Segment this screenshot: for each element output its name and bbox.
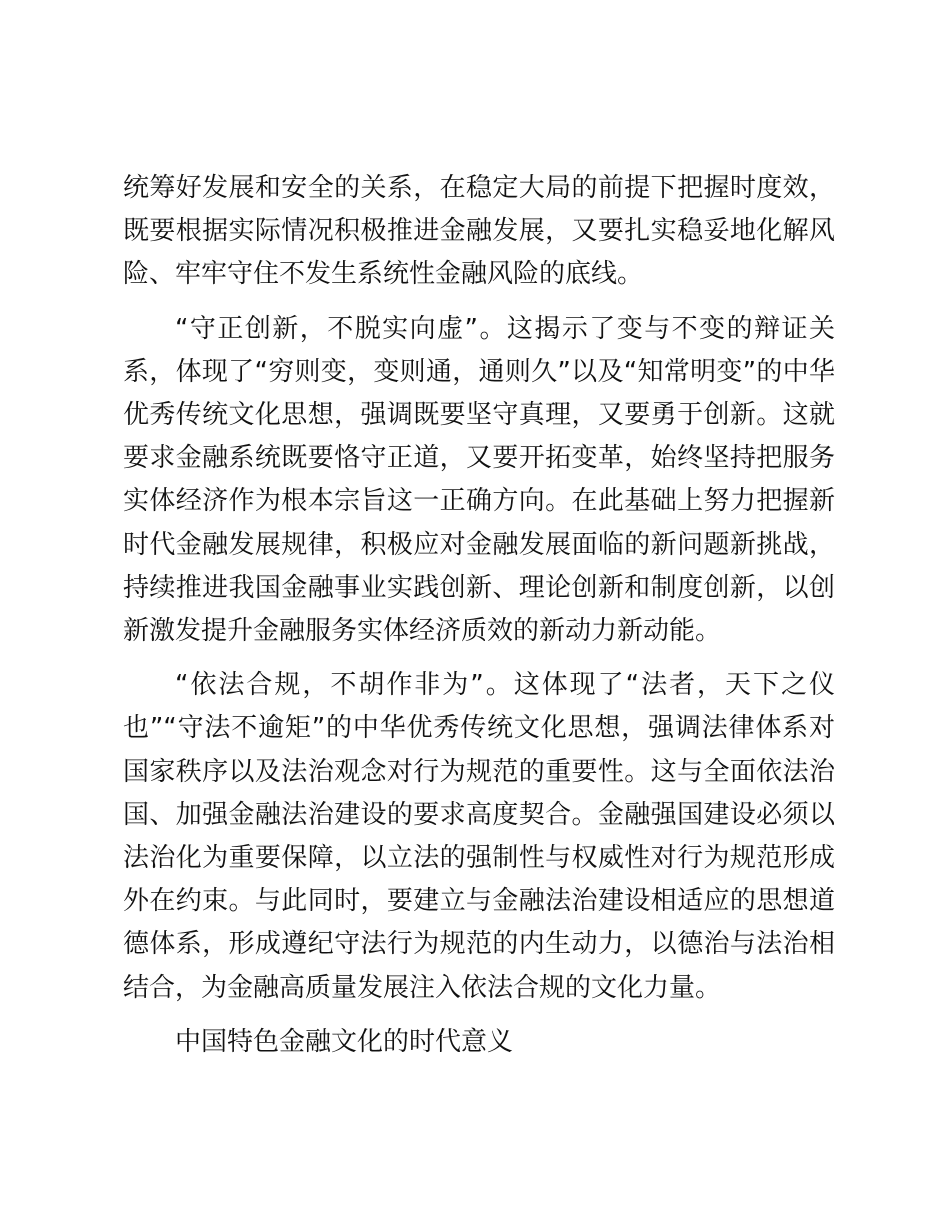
paragraph-continuation: 统筹好发展和安全的关系，在稳定大局的前提下把握时度效，既要根据实际情况积极推进金融发展，又要扎实稳妥地化解风险、牢牢守住不发生系统性金融风险的底线。: [123, 173, 835, 290]
document-body: [123, 167, 835, 1064]
section-heading: 中国特色金融文化的时代意义: [175, 1026, 514, 1057]
paragraph-innovation: “守正创新，不脱实向虚”。这揭示了变与不变的辩证关系，体现了“穷则变，变则通，通则久”以及“知常明变”的中华优秀传统文化思想，强调既要坚守真理，又要勇于创新。这就要求金融系统既要恪守正道，又要开拓变革，始终坚持把服务实体经济作为根本宗旨这一正确方向。在此基础上努力把握新时代金融发展规律，积极应对金融发展面临的新问题新挑战，持续推进我国金融事业实践创新、理论创新和制度创新，以创新激发提升金融服务实体经济质效的新动力新动能。: [123, 313, 835, 647]
paragraph-rule-of-law: “依法合规，不胡作非为”。这体现了“法者，天下之仪也”“守法不逾矩”的中华优秀传统文化思想，强调法律体系对国家秩序以及法治观念对行为规范的重要性。这与全面依法治国、加强金融法治建设的要求高度契合。金融强国建设必须以法治化为重要保障，以立法的强制性与权威性对行为规范形成外在约束。与此同时，要建立与金融法治建设相适应的思想道德体系，形成遵纪守法行为规范的内生动力，以德治与法治相结合，为金融高质量发展注入依法合规的文化力量。: [123, 670, 835, 1003]
